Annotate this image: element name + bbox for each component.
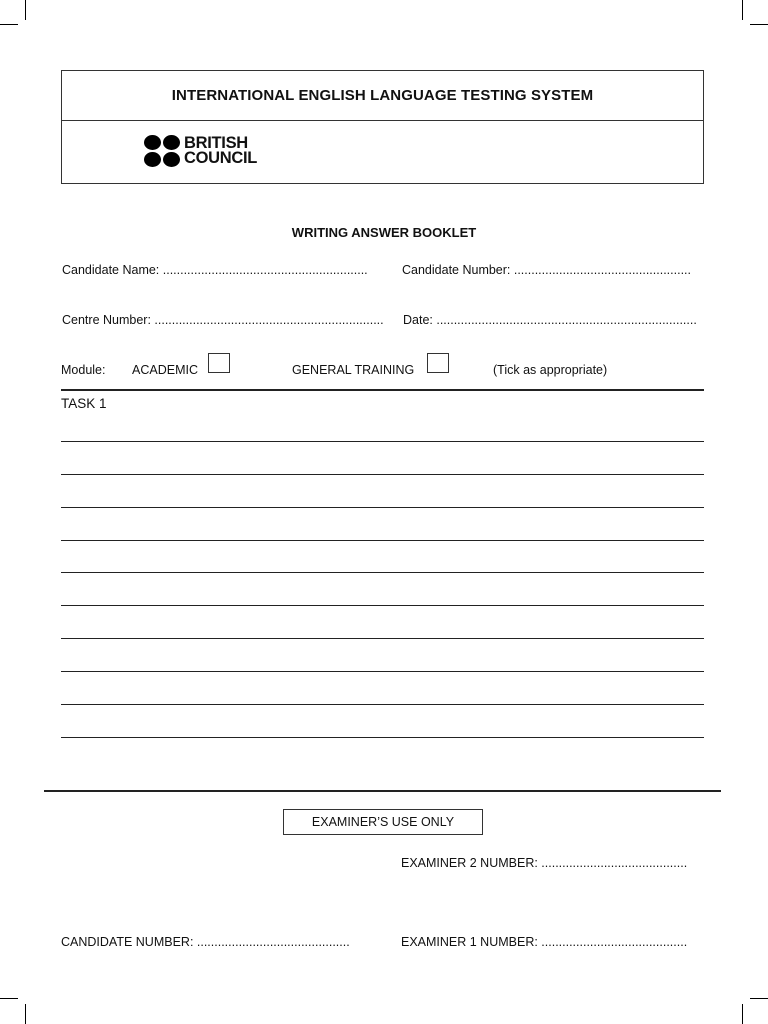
answer-line[interactable] — [61, 540, 704, 541]
answer-line[interactable] — [61, 507, 704, 508]
crop-mark — [742, 1004, 743, 1024]
booklet-title: WRITING ANSWER BOOKLET — [291, 225, 477, 240]
task-label: TASK 1 — [61, 396, 107, 411]
candidate-number-field[interactable]: Candidate Number: ................................................... — [402, 263, 691, 277]
examiner-2-number-field[interactable]: EXAMINER 2 NUMBER: .......................................... — [401, 856, 688, 870]
logo-text: BRITISH COUNCIL — [184, 134, 258, 167]
crop-mark — [750, 24, 768, 25]
answer-line[interactable] — [61, 474, 704, 475]
module-divider — [61, 389, 704, 391]
examiner-candidate-number-field[interactable]: CANDIDATE NUMBER: ............................................ — [61, 935, 350, 949]
examiners-use-only-box: EXAMINER’S USE ONLY — [283, 809, 483, 835]
academic-label: ACADEMIC — [132, 363, 198, 377]
module-label: Module: — [61, 363, 106, 377]
header-box — [61, 70, 704, 184]
examiner-1-number-field[interactable]: EXAMINER 1 NUMBER: .......................................... — [401, 935, 688, 949]
answer-line[interactable] — [61, 441, 704, 442]
british-council-logo — [144, 135, 257, 167]
crop-mark — [25, 0, 26, 20]
answer-line[interactable] — [61, 572, 704, 573]
tick-note: (Tick as appropriate) — [493, 363, 608, 377]
academic-checkbox[interactable] — [208, 353, 230, 373]
crop-mark — [0, 998, 18, 999]
crop-mark — [742, 0, 743, 20]
answer-line[interactable] — [61, 671, 704, 672]
crop-mark — [750, 998, 768, 999]
answer-line[interactable] — [61, 638, 704, 639]
crop-mark — [0, 24, 18, 25]
centre-number-field[interactable]: Centre Number: .................................................................. — [62, 313, 384, 327]
general-training-checkbox[interactable] — [427, 353, 449, 373]
crop-mark — [25, 1004, 26, 1024]
answer-line[interactable] — [61, 704, 704, 705]
logo-dots-icon — [144, 135, 180, 167]
answer-line[interactable] — [61, 605, 704, 606]
examiner-divider — [44, 790, 721, 792]
page-title: INTERNATIONAL ENGLISH LANGUAGE TESTING SYSTEM — [62, 71, 703, 121]
general-training-label: GENERAL TRAINING — [292, 363, 415, 377]
answer-line[interactable] — [61, 737, 704, 738]
candidate-name-field[interactable]: Candidate Name: ........................................................... — [62, 263, 368, 277]
date-field[interactable]: Date: ........................................................................... — [403, 313, 697, 327]
